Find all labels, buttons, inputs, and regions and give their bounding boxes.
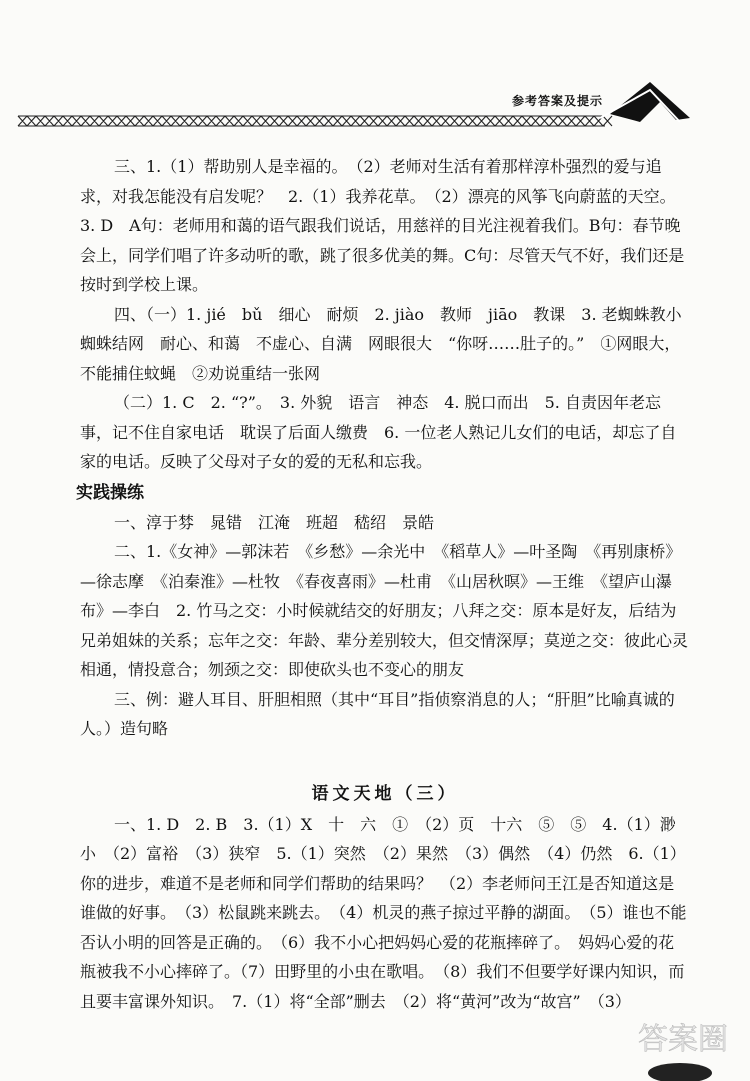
chapter-title: 语文天地（三） [311, 783, 459, 804]
answer-paragraph: 二、1.《女神》—郭沫若 《乡愁》—余光中 《稻草人》—叶圣陶 《再别康桥》—徐志摩 《泊秦淮》—杜牧 《春夜喜雨》—杜甫 《山居秋暝》—王维 《望庐山瀑布》—李白 2. 竹马之交：小时候就结交的好朋友；八拜之交：原本是好友，后结为兄弟姐妹的关系；忘年之交：年龄、辈分差别较大，但交情深厚；莫逆之交：彼此心灵相通，情投意合；刎颈之交：即使砍头也不变心的朋友 [80, 542, 689, 679]
answer-paragraph: 一、淳于棼 晁错 江淹 班超 嵇绍 景皓 [114, 512, 435, 532]
header-label: 参考答案及提示 [512, 94, 604, 108]
arrow-icon [610, 82, 690, 122]
answer-paragraph: 三、例：避人耳目、肝胆相照（其中“耳目”指侦察消息的人；“肝胆”比喻真诚的人。）造句略 [80, 689, 675, 738]
header-ornament [0, 82, 750, 142]
answer-paragraph: 四、（一）1. jié bǔ 细心 耐烦 2. jiào 教师 jiāo 教课 3. 老蜘蛛教小蜘蛛结网 耐心、和蔼 不虚心、自满 网眼很大 “你呀……肚子的。” ①网眼大，不能捕住蚊蝇 ②劝说重结一张网 [80, 304, 682, 383]
section-heading: 实践操练 [76, 482, 144, 503]
answer-content [76, 152, 690, 1016]
answer-paragraph: 三、1.（1）帮助别人是幸福的。 （2）老师对生活有着那样淳朴强烈的爱与追求，对我怎能没有启发呢？ 2.（1）我养花草。 （2）漂亮的风筝飞向蔚蓝的天空。 3. D A句：老师用和蔼的语气跟我们说话，用慈祥的目光注视着我们。B句：春节晚会上，同学们唱了许多动听的歌，跳了很多优美的舞。C句：尽管天气不好，我们还是按时到学校上课。 [80, 157, 685, 294]
page-corner-ornament [620, 1011, 750, 1081]
answer-paragraph: 一、1. D 2. B 3.（1）X 十 六 ① （2）页 十六 ⑤ ⑤ 4.（1）渺小 （2）富裕 （3）狭窄 5.（1）突然 （2）果然 （3）偶然 （4）仍然 6.（1）你的进步，难道不是老师和同学们帮助的结果吗？ （2）李老师问王江是否知道这是谁做的好事。 （3）松鼠跳来跳去。 （4）机灵的燕子掠过平静的湖面。 （5）谁也不能否认小明的回答是正确的。 （6）我不小心把妈妈心爱的花瓶摔碎了。 妈妈心爱的花瓶被我不小心摔碎了。（7）田野里的小虫在歌唱。 （8）我们不但要学好课内知识，而且要丰富课外知识。 7.（1）将“全部”删去 （2）将“黄河”改为“故宫” （3） [80, 814, 687, 1011]
watermark-logo: 答案圈 [638, 1022, 728, 1057]
page-header [0, 82, 750, 142]
answer-paragraph: （二）1. C 2. “?”。 3. 外貌 语言 神态 4. 脱口而出 5. 自责因年老忘事，记不住自家电话 耽误了后面人缴费 6. 一位老人熟记儿女们的电话，却忘了自家的电话。反映了父母对子女的爱的无私和忘我。 [80, 393, 677, 471]
